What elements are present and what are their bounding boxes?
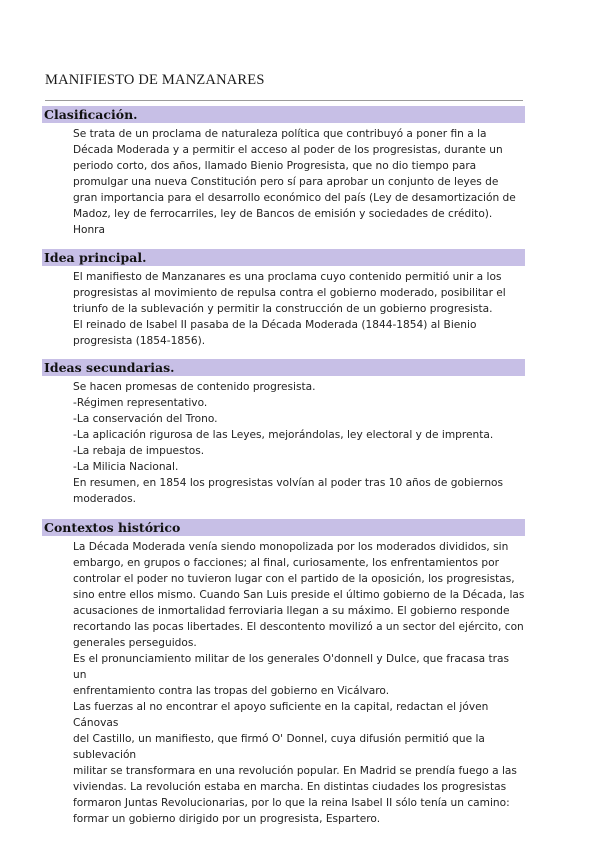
list-item: -La Milicia Nacional. [73,461,179,473]
text-line: El reinado de Isabel II pasaba de la Década Moderada (1844-1854) al Bienio [73,319,477,331]
text-line: militar se transformara en una revolución popular. En Madrid se prendía fuego a las [73,765,517,777]
text-line: sino entre ellos mismo. Cuando San Luis preside el último gobierno de la Década, las [73,589,525,601]
text-line: formaron Juntas Revolucionarias, por lo que la reina Isabel II sólo tenía un camino: [73,797,510,809]
text-line: Honra [73,224,106,236]
text-line: recortando las pocas libertades. El descontento movilizó a un sector del ejército, con [73,621,524,633]
text-line: acusaciones de inmortalidad ferroviaria llegan a su máximo. El gobierno responde [73,605,510,617]
text-line: embargo, en grupos o facciones; al final, curiosamente, los enfrentamientos por [73,557,499,569]
text-line: controlar el poder no tuvieron lugar con el partido de la oposición, los progresistas, [73,573,515,585]
text-line: progresistas al movimiento de repulsa contra el gobierno moderado, posibilitar el [73,287,506,299]
text-line: La Década Moderada venía siendo monopolizada por los moderados divididos, sin [73,541,509,553]
text-line: Las fuerzas al no encontrar el apoyo suficiente en la capital, redactan el jóven Cánovas [73,701,489,729]
text-line: Se hacen promesas de contenido progresista. [73,381,316,393]
text-line: En resumen, en 1854 los progresistas volvían al poder tras 10 años de gobiernos [73,477,504,489]
section-body [73,379,525,507]
section-body [73,539,525,827]
text-line: viviendas. La revolución estaba en marcha. En distintas ciudades los progresistas [73,781,507,793]
section-heading: Ideas secundarias. [42,359,525,376]
text-line: enfrentamiento contra las tropas del gobierno en Vicálvaro. [73,685,390,697]
text-line: gran importancia para el desarrollo económico del país (Ley de desamortización de [73,192,516,204]
section-ideas-secundarias [42,359,525,507]
text-line: del Castillo, un manifiesto, que firmó O' Donnel, cuya difusión permitió que la sublevación [73,733,485,761]
list-item: -Régimen representativo. [73,397,208,409]
section-heading: Contextos histórico [42,519,525,536]
section-clasificacion [42,106,525,238]
section-body [73,269,525,349]
section-idea-principal [42,249,525,349]
text-line: Se trata de un proclama de naturaleza política que contribuyó a poner fin a la [73,128,487,140]
list-item: -La conservación del Trono. [73,413,218,425]
list-item: -La aplicación rigurosa de las Leyes, mejorándolas, ley electoral y de imprenta. [73,429,494,441]
text-line: periodo corto, dos años, llamado Bienio Progresista, que no dio tiempo para [73,160,477,172]
section-heading: Clasificación. [42,106,525,123]
text-line: El manifiesto de Manzanares es una proclama cuyo contenido permitió unir a los [73,271,502,283]
text-line: Es el pronunciamiento militar de los generales O'donnell y Dulce, que fracasa tras un [73,653,510,681]
text-line: generales perseguidos. [73,637,197,649]
text-line: moderados. [73,493,136,505]
section-heading: Idea principal. [42,249,525,266]
text-line: Década Moderada y a permitir el acceso al poder de los progresistas, durante un [73,144,503,156]
document-title: MANIFIESTO DE MANZANARES [45,72,265,88]
section-contexto-historico [42,519,525,827]
text-line: triunfo de la sublevación y permitir la construcción de un gobierno progresista. [73,303,493,315]
text-line: progresista (1854-1856). [73,335,206,347]
list-item: -La rebaja de impuestos. [73,445,205,457]
text-line: promulgar una nueva Constitución pero sí para aprobar un conjunto de leyes de [73,176,499,188]
title-divider [45,100,523,101]
section-body [73,126,525,238]
text-line: formar un gobierno dirigido por un progresista, Espartero. [73,813,381,825]
text-line: Madoz, ley de ferrocarriles, ley de Bancos de emisión y sociedades de crédito). [73,208,493,220]
